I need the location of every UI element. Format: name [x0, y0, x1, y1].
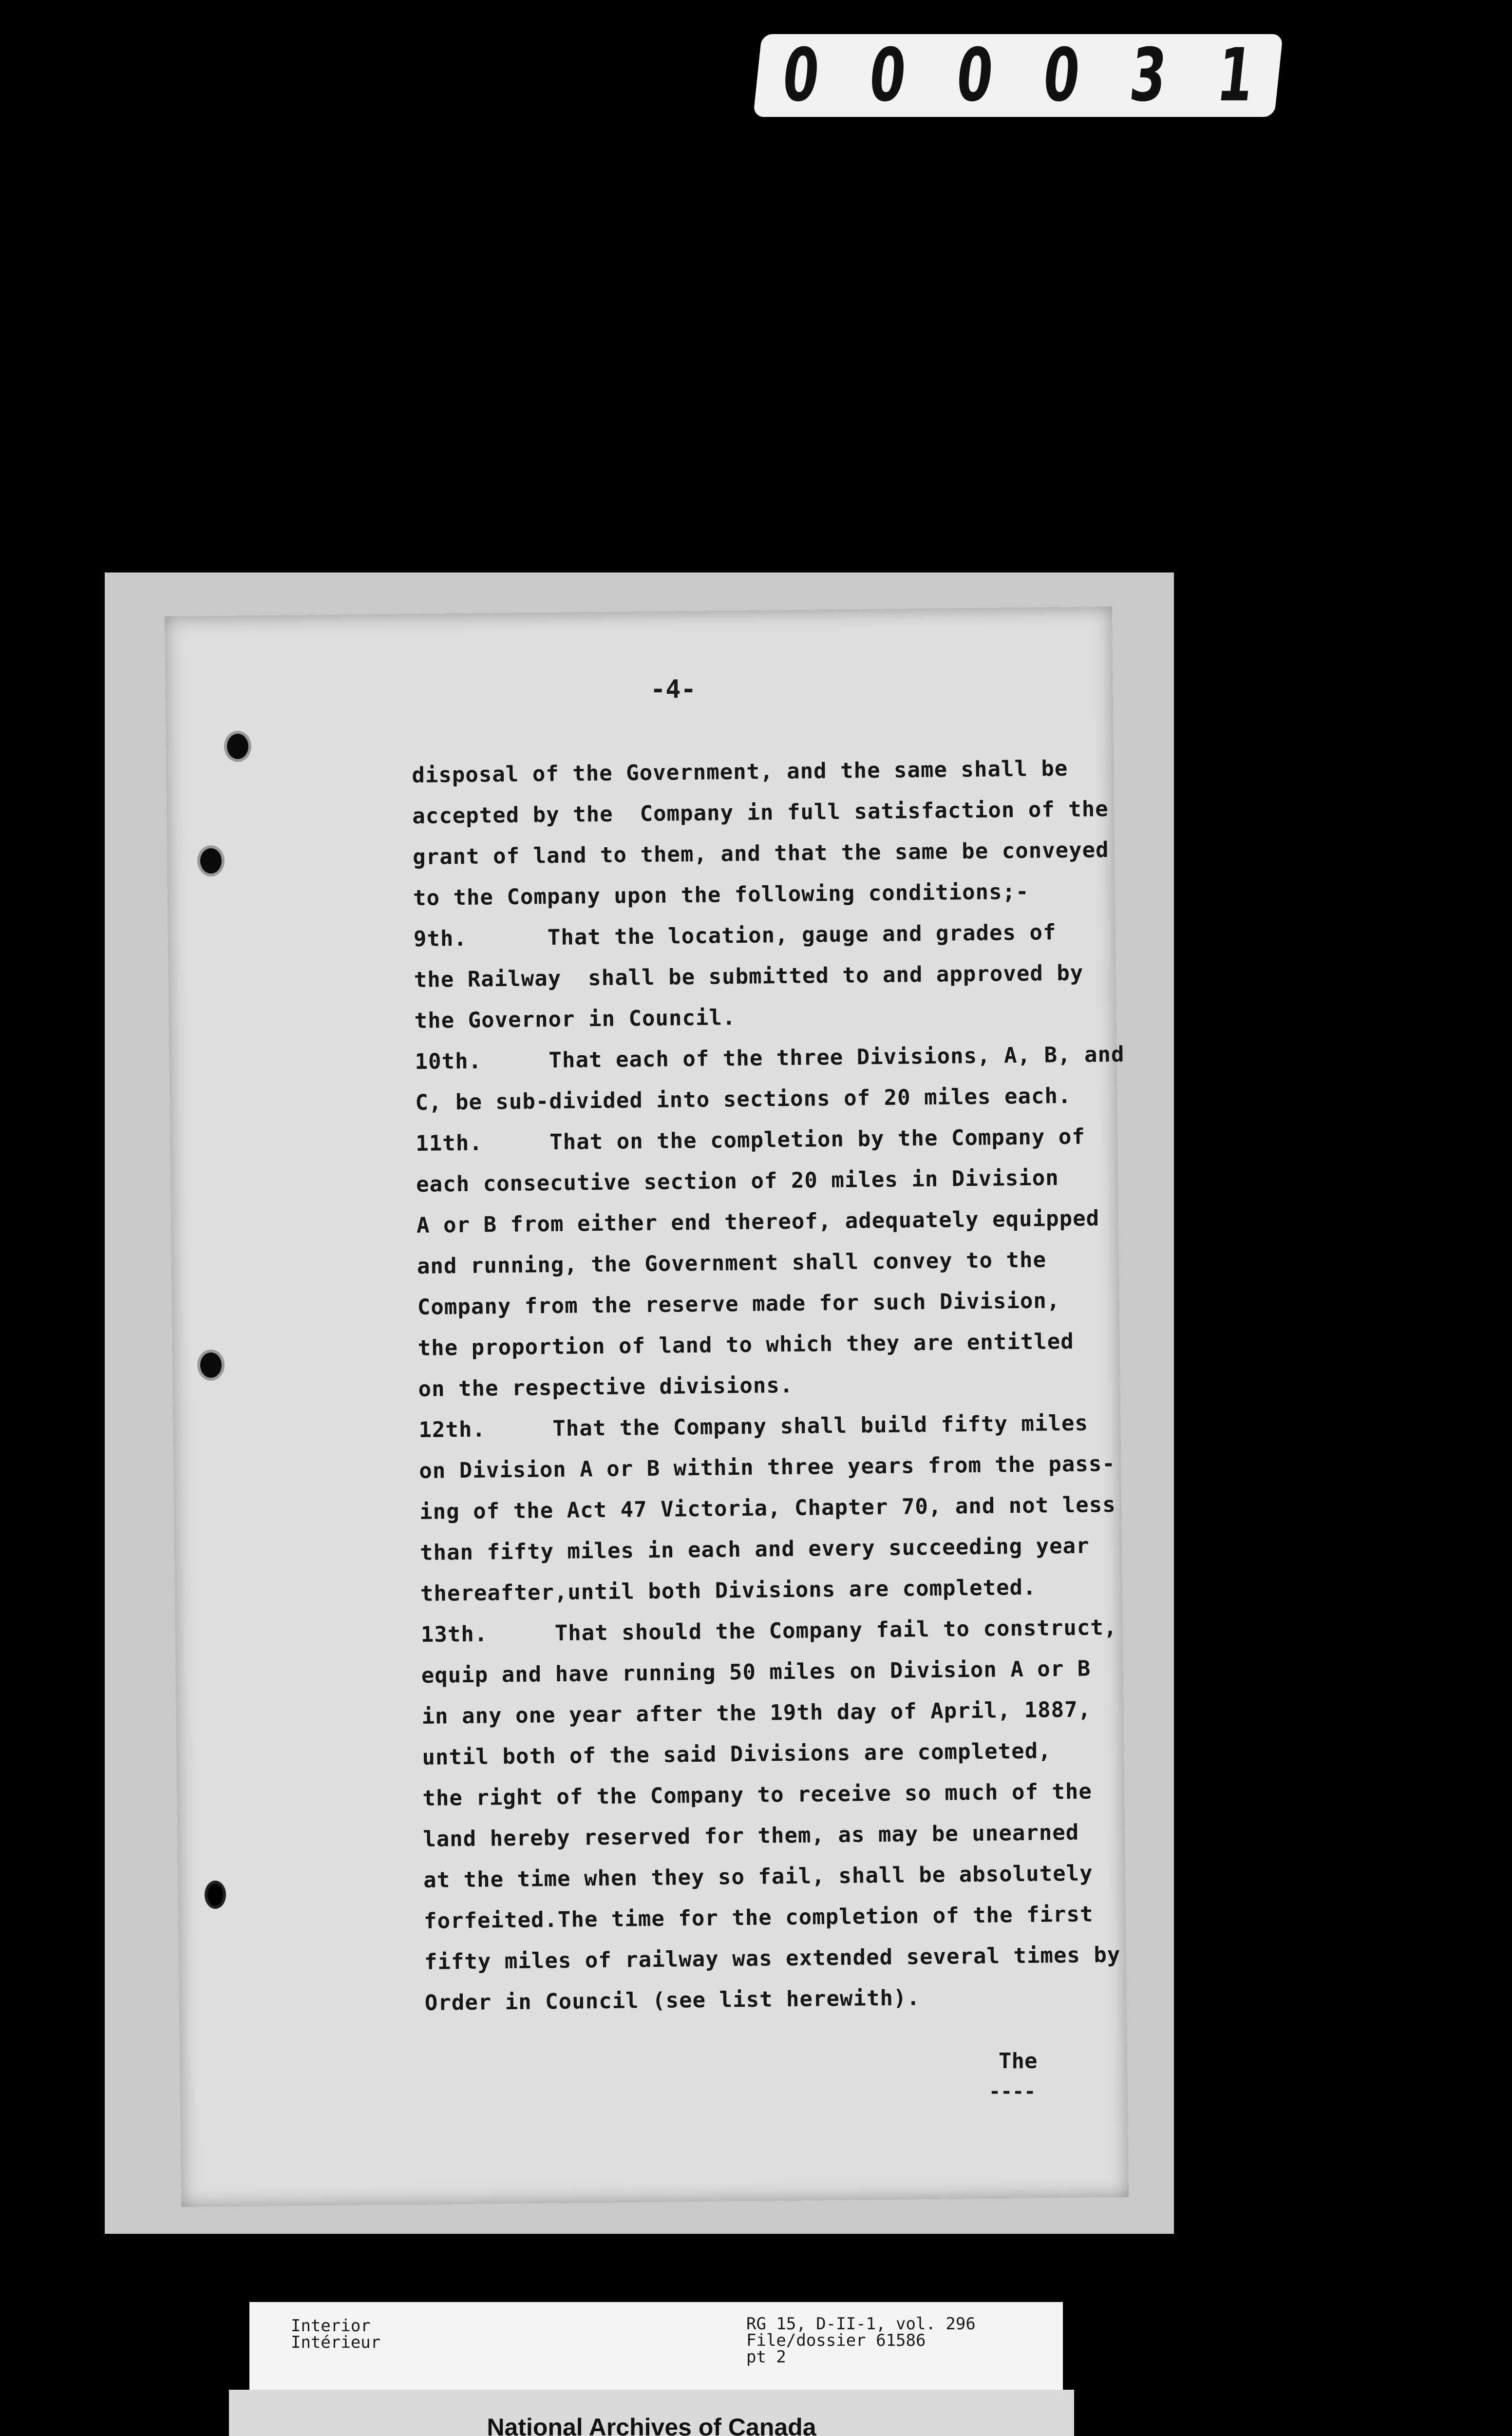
text-line: until both of the said Divisions are completed, [422, 1738, 1052, 1770]
text-line: in any one year after the 19th day of April, 1887, [421, 1697, 1092, 1729]
file-reference [746, 2316, 976, 2365]
text-line: ing of the Act 47 Victoria, Chapter 70, and not less [419, 1492, 1116, 1524]
text-line: 12th. That the Company shall build fifty miles [418, 1410, 1089, 1443]
punch-hole-icon [197, 1350, 225, 1381]
text-line: the proportion of land to which they are entitled [417, 1329, 1074, 1361]
text-line: 11th. That on the completion by the Company of [416, 1124, 1086, 1156]
record-group: RG 15, D-II-1, vol. 296 [746, 2314, 976, 2334]
text-line: A or B from either end thereof, adequately equipped [416, 1206, 1100, 1238]
text-line: land hereby reserved for them, as may be unearned [423, 1820, 1079, 1852]
text-line: than fifty miles in each and every succeeding year [419, 1533, 1090, 1565]
department-fr: Intérieur [291, 2333, 381, 2352]
frame-digit: 0 [865, 33, 910, 118]
frame-digit: 3 [1126, 33, 1171, 118]
text-line: on Division A or B within three years from the pass- [419, 1451, 1116, 1484]
text-line: the Governor in Council. [414, 1005, 736, 1033]
catchword-underline: ---- [989, 2080, 1036, 2103]
text-line: 10th. That each of the three Divisions, A, B, and [415, 1042, 1125, 1074]
archives-name-en: National Archives of Canada [487, 2413, 816, 2436]
archives-label [229, 2390, 1074, 2436]
text-line: at the time when they so fail, shall be absolutely [423, 1861, 1093, 1893]
file-part: pt 2 [746, 2347, 786, 2367]
department-en: Interior [291, 2316, 371, 2336]
page-number: -4- [650, 675, 696, 704]
text-line: on the respective divisions. [418, 1372, 794, 1402]
frame-digit: 0 [1039, 33, 1084, 118]
text-line: C, be sub-divided into sections of 20 miles each. [415, 1083, 1072, 1115]
frame-number [753, 34, 1283, 117]
text-line: fifty miles of railway was extended several times by [424, 1942, 1121, 1975]
text-line: forfeited.The time for the completion of the first [423, 1902, 1094, 1934]
document-text [412, 748, 1125, 2024]
punch-hole-icon [205, 1881, 226, 1909]
text-line: to the Company upon the following conditions;- [413, 879, 1029, 911]
text-line: grant of land to them, and that the same be conveyed [412, 837, 1109, 870]
text-line: disposal of the Government, and the same shall be [412, 756, 1068, 788]
text-line: Company from the reserve made for such Division, [417, 1288, 1060, 1320]
frame-digit: 1 [1213, 33, 1258, 118]
reference-label [249, 2302, 1063, 2390]
frame-digit: 0 [952, 33, 997, 118]
text-line: the Railway shall be submitted to and approved by [414, 960, 1084, 992]
punch-hole-icon [197, 845, 225, 876]
department [291, 2318, 380, 2351]
text-line: and running, the Government shall convey to the [416, 1247, 1047, 1279]
text-line: thereafter,until both Divisions are completed. [420, 1575, 1037, 1606]
frame-digit: 0 [778, 33, 823, 118]
text-line: Order in Council (see list herewith). [424, 1985, 921, 2016]
file-number: File/dossier 61586 [746, 2331, 926, 2350]
catchword: The [999, 2049, 1038, 2074]
text-line: each consecutive section of 20 miles in Division [416, 1165, 1059, 1197]
punch-hole-icon [224, 731, 251, 762]
text-line: 13th. That should the Company fail to construct, [420, 1615, 1117, 1647]
text-line: accepted by the Company in full satisfaction of the [412, 797, 1109, 829]
text-line: the right of the Company to receive so much of the [422, 1779, 1093, 1811]
text-line: equip and have running 50 miles on Division A or B [421, 1656, 1091, 1688]
text-line: 9th. That the location, gauge and grades of [413, 920, 1057, 952]
